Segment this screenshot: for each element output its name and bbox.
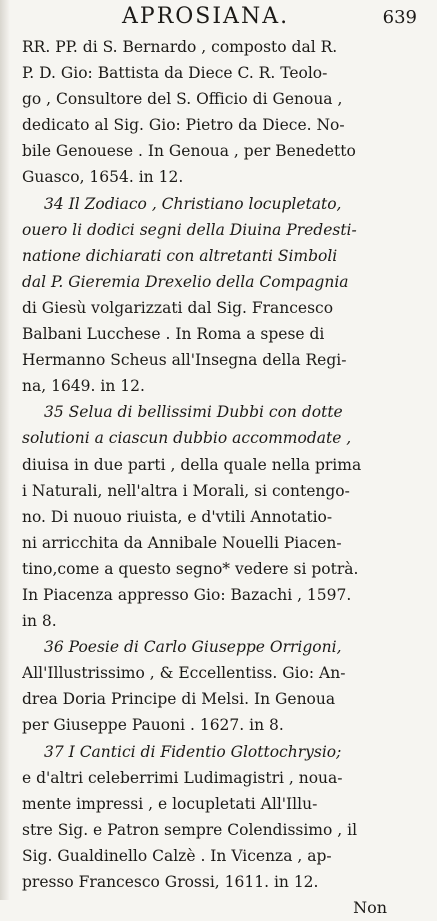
text-line: Guasco, 1654. in 12. <box>22 168 184 187</box>
page-gutter-shadow <box>0 0 10 900</box>
text-line: i Naturali, nell'altra i Morali, si contengo- <box>22 481 350 500</box>
text-line: All'Illustrissimo , & Eccellentiss. Gio: An- <box>22 664 346 683</box>
text-line: Hermanno Scheus all'Insegna della Regi- <box>22 351 347 370</box>
text-line: presso Francesco Grossi, 1611. in 12. <box>22 873 319 891</box>
text-line: 37 I Cantici di Fidentio Glottochrysio; <box>44 742 342 761</box>
text-line: RR. PP. di S. Bernardo , composto dal R. <box>22 38 338 56</box>
text-line: in 8. <box>22 612 57 631</box>
text-line: In Piacenza appresso Gio: Bazachi , 1597. <box>22 585 352 604</box>
running-header <box>22 4 423 34</box>
text-line: drea Doria Principe di Melsi. In Genoua <box>22 690 336 709</box>
text-line: diuisa in due parti , della quale nella prima <box>22 455 362 474</box>
text-line: no. Di nuouo riuista, e d'vtili Annotatio- <box>22 507 333 526</box>
text-line: go , Consultore del S. Officio di Genoua , <box>22 90 343 109</box>
text-line: bile Genouese . In Genoua , per Benedetto <box>22 142 356 161</box>
text-line: 36 Poesie di Carlo Giuseppe Orrigoni, <box>44 638 342 657</box>
text-line: tino,come a questo segno* vedere si potrà. <box>22 559 359 578</box>
text-line: mente impressi , e locupletati All'Illu- <box>22 794 318 813</box>
text-line: na, 1649. in 12. <box>22 377 145 396</box>
text-line: P. D. Gio: Battista da Diece C. R. Teolo- <box>22 64 328 83</box>
text-line: per Giuseppe Pauoni . 1627. in 8. <box>22 716 284 735</box>
text-line: ni arricchita da Annibale Nouelli Piacen- <box>22 533 342 552</box>
text-line: stre Sig. e Patron sempre Colendissimo , il <box>22 820 358 839</box>
text-body <box>22 34 423 895</box>
text-line: natione dichiarati con altretanti Simboli <box>22 246 338 265</box>
text-line: 34 Il Zodiaco , Christiano locupletato, <box>44 194 342 213</box>
text-line: 35 Selua di bellissimi Dubbi con dotte <box>44 403 343 422</box>
running-title: APROSIANA. <box>122 4 290 29</box>
text-line: ouero li dodici segni della Diuina Predesti- <box>22 220 357 239</box>
text-line: dedicato al Sig. Gio: Pietro da Diece. No- <box>22 116 345 135</box>
text-line: Balbani Lucchese . In Roma a spese di <box>22 325 325 344</box>
text-line: e d'altri celeberrimi Ludimagistri , noua- <box>22 768 343 787</box>
page-number: 639 <box>382 7 417 28</box>
text-line: di Giesù volgarizzati dal Sig. Francesco <box>22 298 334 317</box>
catchword: Non <box>353 898 387 918</box>
text-line: Sig. Gualdinello Calzè . In Vicenza , ap- <box>22 846 332 865</box>
text-line: dal P. Gieremia Drexelio della Compagnia <box>22 272 349 291</box>
text-line: solutioni a ciascun dubbio accommodate , <box>22 429 352 448</box>
